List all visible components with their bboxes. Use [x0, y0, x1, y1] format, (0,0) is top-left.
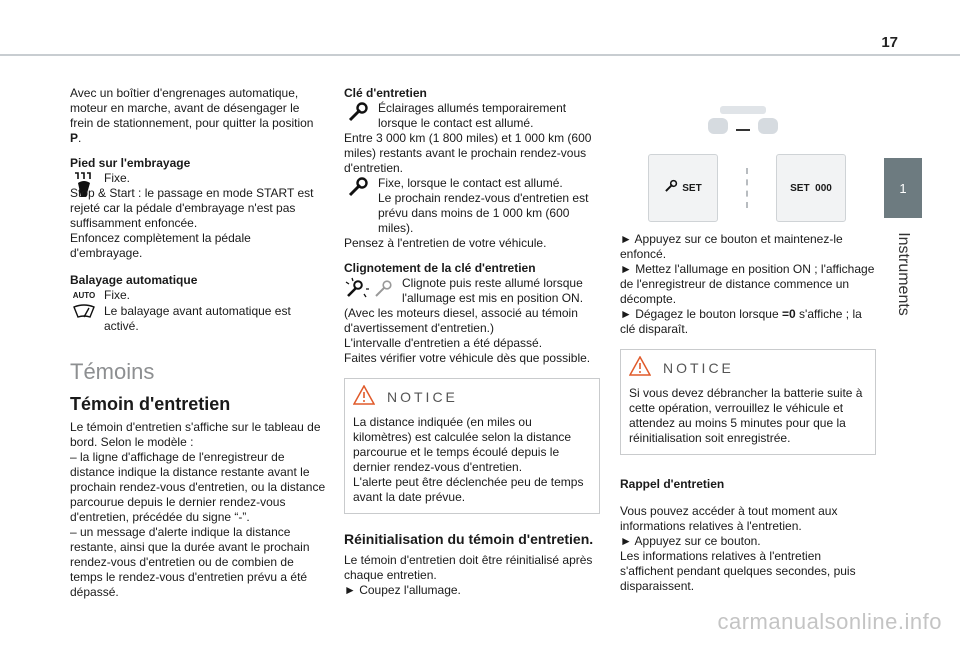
wrench-icon-2	[344, 176, 372, 192]
notice-heading-2: NOTICE	[663, 359, 734, 376]
key-desc-3: Fixe, lorsque le contact est allumé. Le prochain rendez-vous d'entretien est prévu dans moins de 1 000 km (600 miles).	[378, 176, 589, 235]
service-item-2: – un message d'alerte indique la distance restante, ainsi que la durée avant le prochain rendez-vous d'entretien ou de combien de temps le rendez-vous d'entretien prévu a été dépassé.	[70, 525, 310, 599]
step-3: ► Dégagez le bouton lorsque =0 s'affiche ; la clé disparaît.	[620, 307, 862, 336]
section-title: Témoins	[70, 359, 155, 384]
auto-wiper-icon: AUTO	[72, 291, 96, 300]
wrench-icon-small	[664, 179, 678, 198]
service-title: Témoin d'entretien	[70, 394, 231, 414]
clutch-desc: Stop & Start : le passage en mode START est rejeté car la pédale d'embrayage n'est pas suffisamment enfoncée.	[70, 186, 314, 230]
header-rule	[0, 54, 960, 56]
wiper-desc: Le balayage avant automatique est activé.	[104, 304, 291, 333]
key-desc-2: Entre 3 000 km (1 800 miles) et 1 000 km (600 miles) restants avant le prochain rendez-vous d'entretien.	[344, 131, 592, 175]
notice-heading: NOTICE	[387, 388, 458, 405]
key-row-1	[344, 101, 600, 131]
flash-desc-2: (Avec les moteurs diesel, associé au témoin d'avertissement d'entretien.)	[344, 306, 578, 335]
right-column	[620, 232, 876, 594]
clutch-action: Enfoncez complètement la pédale d'embrayage.	[70, 231, 251, 260]
wiper-title: Balayage automatique	[70, 273, 198, 287]
notice-box-2	[620, 349, 876, 455]
wrench-icon	[344, 101, 372, 117]
reset-step: ► Coupez l'allumage.	[344, 583, 461, 597]
flash-desc-4: Faites vérifier votre véhicule dès que possible.	[344, 351, 591, 365]
clutch-state: Fixe.	[104, 171, 131, 185]
chapter-label: Instruments	[895, 232, 912, 316]
service-item-1: – la ligne d'affichage de l'enregistreur de distance indique la distance restante avant le prochain rendez-vous d'entretien, ou la distance parcourue depuis le dernier rendez-vous d'entretien, précédée du signe “-”.	[70, 450, 326, 524]
page-number: 17	[881, 34, 898, 51]
key-desc-5: Pensez à l'entretien de votre véhicule.	[344, 236, 547, 250]
notice-box-1	[344, 378, 600, 514]
wiper-icon	[70, 304, 98, 320]
set-label: SET	[682, 182, 702, 194]
key-title: Clé d'entretien	[344, 86, 427, 100]
middle-column	[344, 86, 600, 598]
set-counter-label: SET 000	[790, 182, 832, 194]
notice-text-2: Si vous devez débrancher la batterie suite à cette opération, verrouillez le véhicule et attendez au moins 5 minutes pour que la réinitialisation soit enregistrée.	[629, 386, 863, 445]
step-2: ► Mettez l'allumage en position ON ; l'affichage de l'enregistreur de distance commence un décompte.	[620, 262, 875, 306]
flashing-wrench-icon	[344, 276, 396, 292]
flash-title: Clignotement de la clé d'entretien	[344, 261, 536, 275]
left-column	[70, 86, 326, 600]
wiper-state: Fixe.	[104, 288, 131, 302]
clutch-row	[70, 171, 326, 187]
clutch-icon	[70, 171, 98, 187]
notice-text: La distance indiquée (en miles ou kilomètres) est calculée selon la distance parcourue et le temps écoulé depuis le dernier rendez-vous d'entretien. L'alerte peut être déclenchée peu de temps avant la date prévue.	[353, 415, 584, 504]
warning-icon-2	[629, 356, 651, 380]
wiper-row-2	[70, 304, 326, 334]
service-intro: Le témoin d'entretien s'affiche sur le tableau de bord. Selon le modèle :	[70, 420, 321, 449]
chapter-tab[interactable]: 1	[884, 158, 922, 218]
clutch-title: Pied sur l'embrayage	[70, 156, 191, 170]
wiper-row	[70, 288, 326, 304]
set-button-right[interactable]	[776, 154, 846, 222]
reset-desc: Le témoin d'entretien doit être réinitialisé après chaque entretien.	[344, 553, 593, 582]
recall-title: Rappel d'entretien	[620, 477, 725, 491]
reset-title: Réinitialisation du témoin d'entretien.	[344, 531, 594, 547]
dashboard-illustration	[706, 104, 780, 140]
divider-dashed	[746, 168, 750, 208]
key-desc-1: Éclairages allumés temporairement lorsque le contact est allumé.	[378, 101, 567, 130]
recall-step: ► Appuyez sur ce bouton.	[620, 534, 761, 548]
step-1: ► Appuyez sur ce bouton et maintenez-le enfoncé.	[620, 232, 843, 261]
set-button-left[interactable]	[648, 154, 718, 222]
flash-desc-3: L'intervalle d'entretien a été dépassé.	[344, 336, 543, 350]
flash-row	[344, 276, 600, 306]
key-row-2	[344, 176, 600, 236]
warning-icon	[353, 385, 375, 409]
recall-desc: Vous pouvez accéder à tout moment aux informations relatives à l'entretien.	[620, 504, 838, 533]
flash-desc-1: Clignote puis reste allumé lorsque l'allumage est mis en position ON.	[402, 276, 584, 305]
watermark: carmanualsonline.info	[717, 609, 942, 634]
recall-result: Les informations relatives à l'entretien s'affichent pendant quelques secondes, puis disparaissent.	[620, 549, 856, 593]
intro-text: Avec un boîtier d'engrenages automatique, moteur en marche, avant de désengager le frein de stationnement, pour quitter la position P.	[70, 86, 314, 145]
